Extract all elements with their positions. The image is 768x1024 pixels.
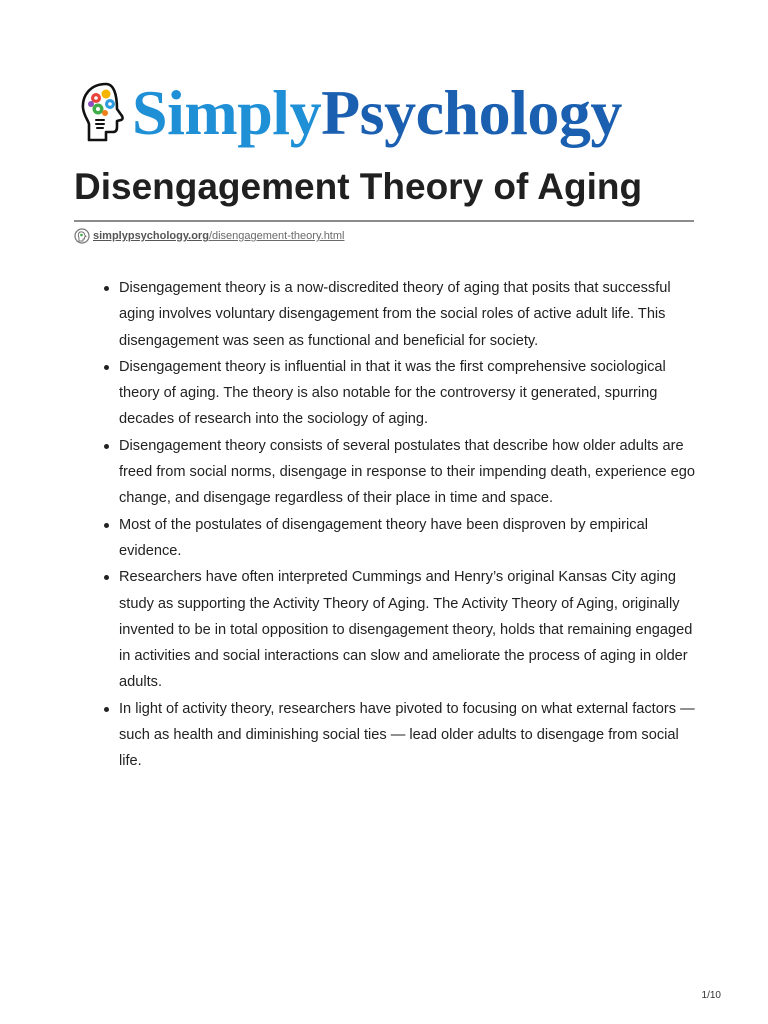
simplypsychology-logo [76, 74, 622, 152]
bullet-item-5: Researchers have often interpreted Cummings and Henry’s original Kansas City aging study as supporting the Activity Theory of Aging. The Activity Theory of Aging, originally invented to be in total opposition to disengagement theory, holds that remaining engaged in activities and social interactions can slow and ameliorate the process of aging in older adults. [104, 564, 704, 695]
bullet-item-4: Most of the postulates of disengagement theory have been disproven by empirical evidence. [104, 512, 704, 565]
logo-psychology-text: Psychology [321, 77, 622, 148]
source-path-link[interactable]: /disengagement-theory.html [208, 230, 345, 242]
logo-wordmark [132, 77, 622, 148]
site-favicon-icon [74, 228, 90, 244]
summary-bullet-list [104, 275, 704, 775]
source-url[interactable] [74, 227, 344, 245]
bullet-item-6: In light of activity theory, researchers have pivoted to focusing on what external factors — such as health and diminishing social ties — lead older adults to disengage from social life. [104, 696, 704, 775]
logo-simply-text: Simply [132, 77, 322, 148]
source-domain-link[interactable]: simplypsychology.org [93, 230, 209, 242]
page-title: Disengagement Theory of Aging [74, 166, 643, 207]
page-number: 1/10 [701, 990, 721, 1001]
bullet-item-3: Disengagement theory consists of several postulates that describe how older adults are freed from social norms, disengage in response to their impending death, experience ego change, and disengage regardless of their place in time and space. [104, 433, 704, 512]
title-divider [74, 220, 694, 222]
bullet-item-2: Disengagement theory is influential in that it was the first comprehensive sociological theory of aging. The theory is also notable for the controversy it generated, spurring decades of research into the sociology of aging. [104, 354, 704, 433]
bullet-item-1: Disengagement theory is a now-discredited theory of aging that posits that successful aging involves voluntary disengagement from the social roles of active adult life. This disengagement was seen as functional and beneficial for society. [104, 275, 704, 354]
head-brain-gears-icon [76, 78, 128, 148]
